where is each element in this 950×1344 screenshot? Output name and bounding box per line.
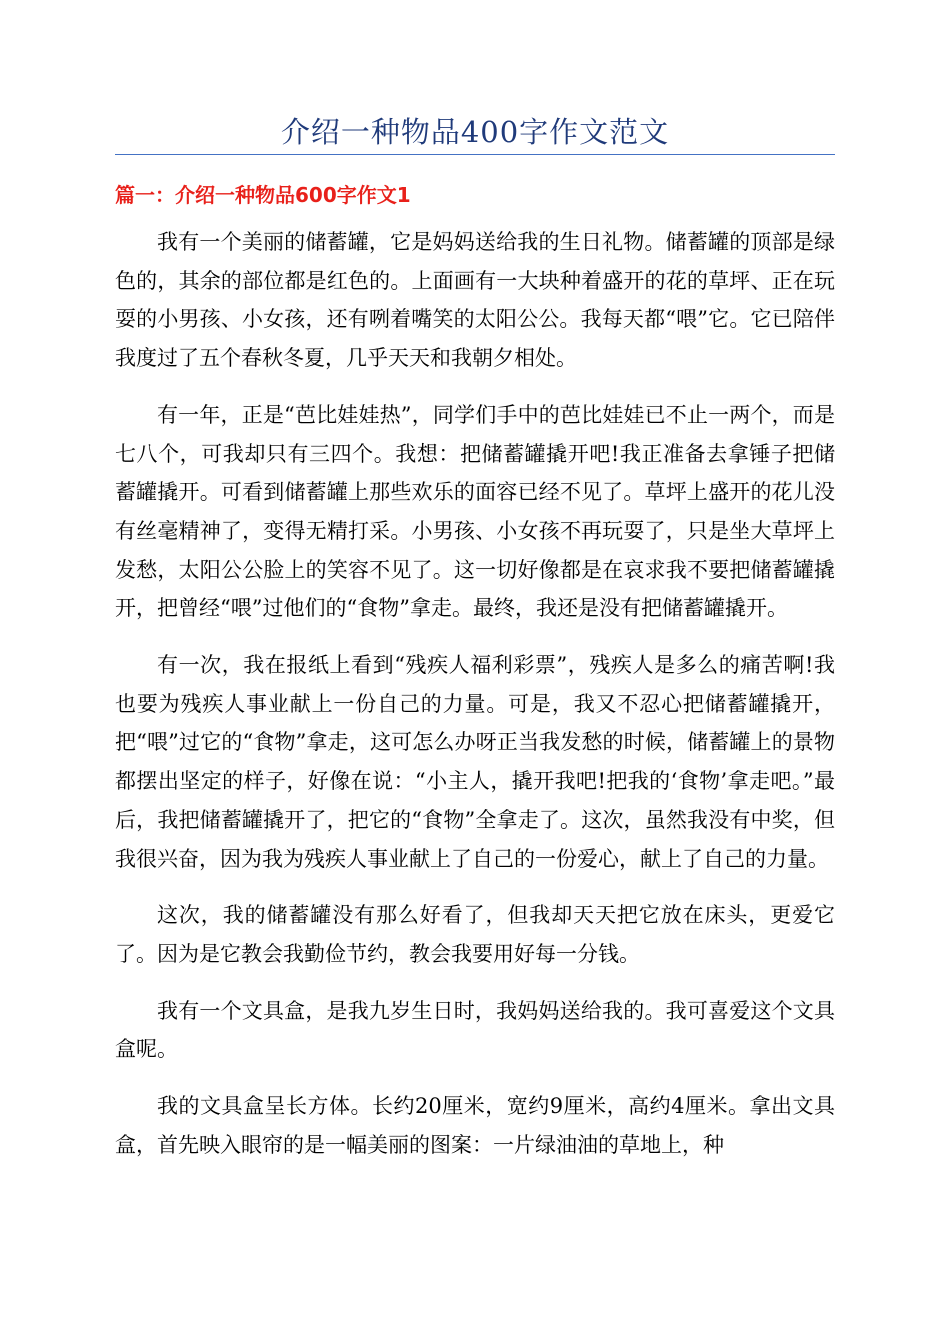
title-underline [115,154,835,155]
paragraph: 这次，我的储蓄罐没有那么好看了，但我却天天把它放在床头，更爱它了。因为是它教会我勤俭节约，教会我要用好每一分钱。 [115,903,835,966]
paragraph: 有一年，正是“芭比娃娃热”，同学们手中的芭比娃娃已不止一两个，而是七八个，可我却只有三四个。我想：把储蓄罐撬开吧!我正准备去拿锤子把储蓄罐撬开。可看到储蓄罐上那些欢乐的面容已经不见了。草坪上盛开的花儿没有丝毫精神了，变得无精打采。小男孩、小女孩不再玩耍了，只是坐大草坪上发愁，太阳公公脸上的笑容不见了。这一切好像都是在哀求我不要把储蓄罐撬开，把曾经“喂”过他们的“食物”拿走。最终，我还是没有把储蓄罐撬开。 [115,402,835,621]
document-title: 介绍一种物品400字作文范文 [280,115,670,149]
paragraph: 我有一个美丽的储蓄罐，它是妈妈送给我的生日礼物。储蓄罐的顶部是绿色的，其余的部位都是红色的。上面画有一大块种着盛开的花的草坪、正在玩耍的小男孩、小女孩，还有咧着嘴笑的太阳公公。我每天都“喂”它。它已陪伴我度过了五个春秋冬夏，几乎天天和我朝夕相处。 [115,230,835,371]
paragraph: 我的文具盒呈长方体。长约20厘米，宽约9厘米，高约4厘米。拿出文具盒，首先映入眼帘的是一幅美丽的图案：一片绿油油的草地上，种 [115,1094,835,1157]
paragraph: 我有一个文具盒，是我九岁生日时，我妈妈送给我的。我可喜爱这个文具盒呢。 [115,998,835,1062]
body-text [115,223,835,1182]
section-heading: 篇一：介绍一种物品600字作文1 [115,183,411,207]
paragraph: 有一次，我在报纸上看到“残疾人福利彩票”，残疾人是多么的痛苦啊!我也要为残疾人事业献上一份自己的力量。可是，我又不忍心把储蓄罐撬开，把“喂”过它的“食物”拿走，这可怎么办呀正当我发愁的时候，储蓄罐上的景物都摆出坚定的样子，好像在说：“小主人，撬开我吧!把我的‘食物’拿走吧。”最后，我把储蓄罐撬开了，把它的“食物”全拿走了。这次，虽然我没有中奖，但我很兴奋，因为我为残疾人事业献上了自己的一份爱心，献上了自己的力量。 [115,653,835,871]
